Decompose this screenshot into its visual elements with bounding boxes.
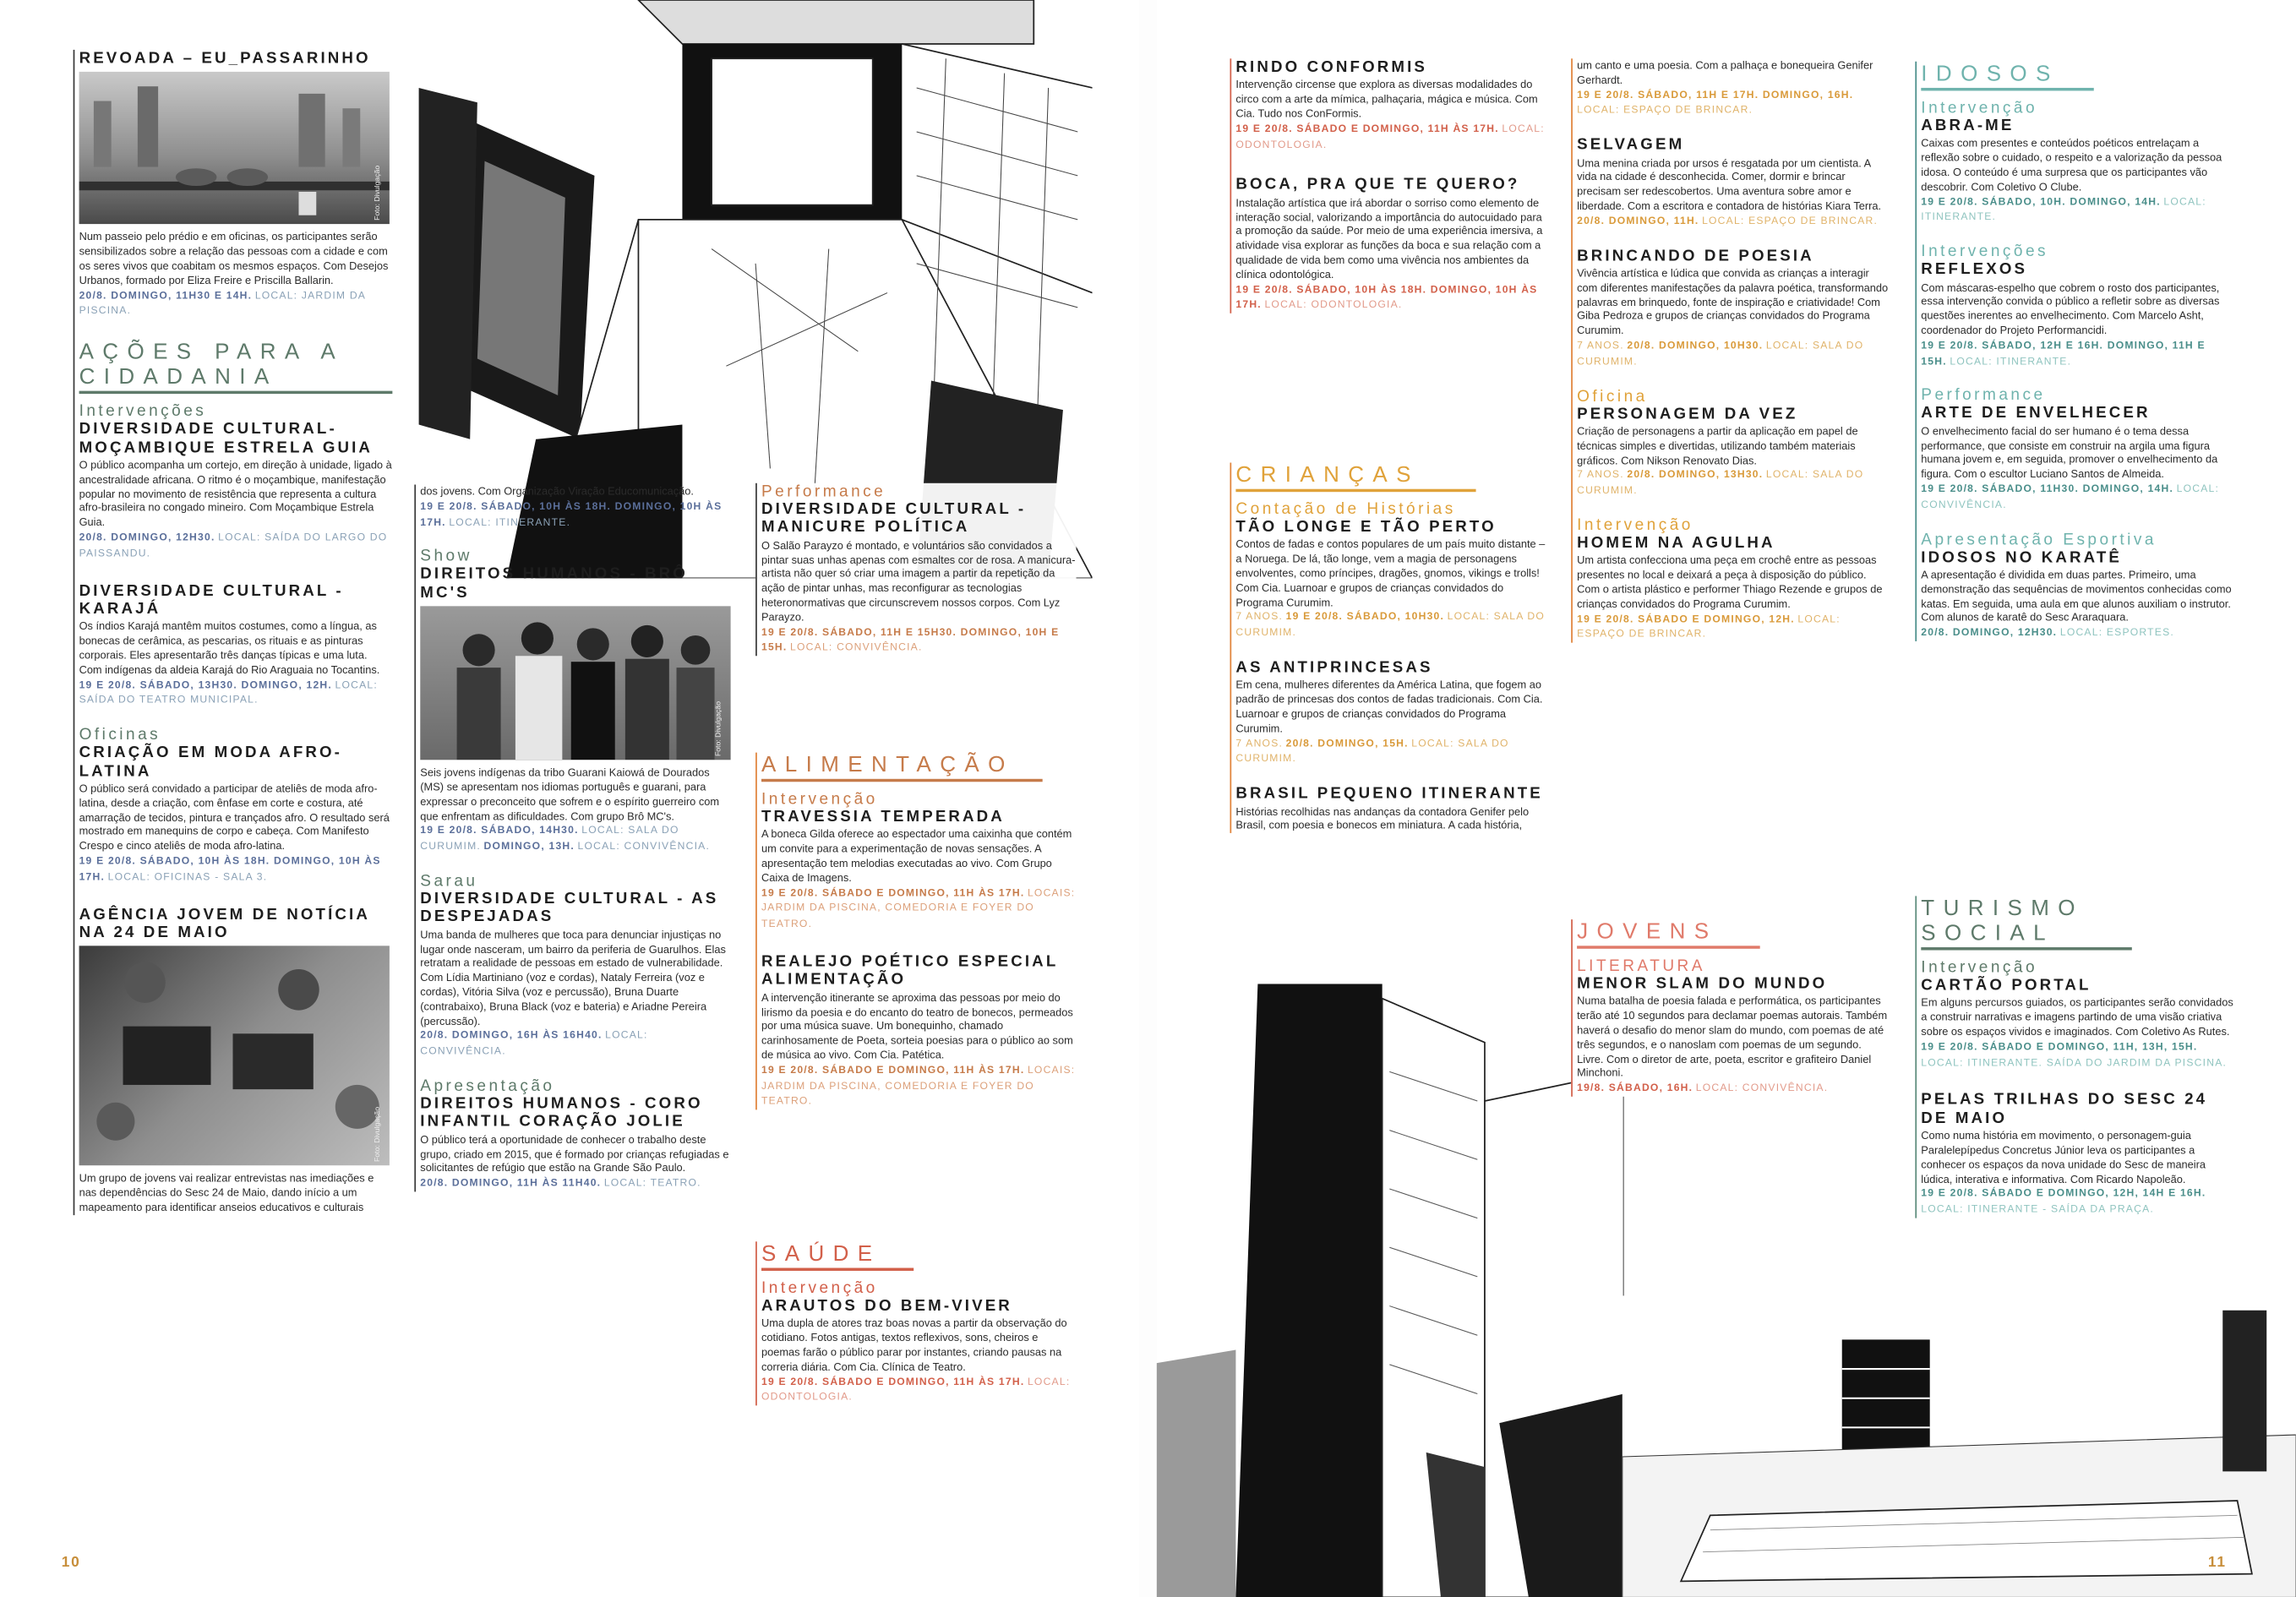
item-schedule: 19 E 20/8. SÁBADO, 11H30. DOMINGO, 14H. [1921,484,2174,495]
section-alimentacao: ALIMENTAÇÃO [761,752,1014,778]
section-jovens: JOVENS [1577,919,1718,945]
item-schedule: 20/8. DOMINGO, 10H30. [1627,341,1764,352]
item-body: Uma dupla de atores traz boas novas a partir da observação do cotidiano. Fotos antigas, textos reflexivos, sons, cheiros e poemas farão o público parar por instantes, criando pausas na correria diária. Com Cia. Clínica de Teatro. [761,1316,1067,1373]
item-body: Numa batalha de poesia falada e performática, os participantes terão até 10 segundos para declamar poemas autorais. Também haverá o desafio do menor slam do mundo, com poemas de até três segundos, e o nanoslam com poemas de um segundo. Livre. Com o diretor de arte, poeta, escritor e grafiteiro Daniel Minchoni. [1577,995,1888,1080]
item-body: Contos de fadas e contos populares de um país muito distante – a Noruega. De lá, tão longe, vem a magia de personagens envolventes, como príncipes, dragões, gnomos, vikings e trolls! Com Cia. Luarnoar e grupos de crianças convidados do Programa Curumim. [1235,537,1546,609]
item-body: O público será convidado a participar de ateliês de moda afro-latina, desde a criação, com ênfase em corte e costura, até amarração de tecidos, pintura e trançados afro. O resultado será mostrado em manequins de corpo e cabeça. Com Manifesto Crespo e cinco ateliês de moda afro-latina. [79,782,390,853]
item-title: PERSONAGEM DA VEZ [1577,405,1798,422]
item-schedule: 19/8. SÁBADO, 16H. [1577,1083,1693,1094]
item-location: LOCAL: ODONTOLOGIA. [761,1376,1071,1404]
section-idosos: IDOSOS [1921,61,2059,87]
item-location: LOCAL: CONVIVÊNCIA. [790,643,923,654]
item-schedule: 19 E 20/8. SÁBADO, 11H E 15H30. DOMINGO, 10H E 15H. [761,627,1060,654]
item-body: Uma banda de mulheres que toca para denunciar injustiças no lugar onde nasceram, um bairro da periferia de Guarulhos. Elas retratam a realidade de pessoas em estado de vulnerabilidade. Com Lídia Martiniano (voz e cordas), Nataly Ferreira (voz e cordas), Vitória Silva (voz e percussão), Bruna Duarte (contrabaixo), Bruna Black (voz e bateria) e Ariadne Pereira (percussão). [420,928,726,1027]
photo-credit: Foto: Divulgação [374,1106,383,1162]
item-schedule: 19 E 20/8. SÁBADO, 10H ÀS 18H. DOMINGO, 10H ÀS 17H. [79,856,381,883]
section-underline [1921,88,2093,90]
column-5-jovens [1571,919,1890,1097]
building-drawing-bottom-right [1622,1295,2296,1597]
item-title: HOMEM NA AGULHA [1577,534,1775,553]
category-label: Performance [761,482,886,501]
item-body: Vivência artística e lúdica que convida as crianças a interagir com diferentes manifestações da palavra poética, transformando palavras em brinquedo, fonte de inspiração e criatividade! Com Giba Pedroza e grupos de crianças convidados do Programa Curumim. [1577,266,1889,337]
item-body: Seis jovens indígenas da tribo Guarani Kaiowá de Dourados (MS) se apresentam nos idiomas português e guarani, para expressar o preconceito que sofrem e o espírito guerreiro com que enfrentam as dificuldades. Com grupo Brô MC's. [420,766,720,823]
item-body: Intervenção circense que explora as diversas modalidades do circo com a arte da mímica, palhaçaria, mágica e música. Com Cia. Tudo nos ConFormis. [1235,78,1538,121]
item-schedule: 19 E 20/8. SÁBADO, 10H30. [1285,612,1445,624]
page-number-right: 11 [2207,1555,2227,1572]
item-title: TRAVESSIA TEMPERADA [761,808,1005,826]
item-schedule: 19 E 20/8. SÁBADO E DOMINGO, 12H. [1577,613,1795,625]
item-location: LOCAL: ODONTOLOGIA. [1264,300,1403,311]
item-title: CRIAÇÃO EM MODA AFRO-LATINA [79,744,343,780]
item-title: DIVERSIDADE CULTURAL - AS DESPEJADAS [420,890,719,926]
item-location: LOCAIS: JARDIM DA PISCINA, COMEDORIA E FOYER DO TEATRO. [761,1066,1076,1108]
item-schedule: 19 E 20/8. SÁBADO, 10H. DOMINGO, 14H. [1921,197,2161,208]
item-location: LOCAL: ITINERANTE. [1950,357,2072,368]
item-location: LOCAL: SAÍDA DO LARGO DO PAISSANDU. [79,532,388,559]
item-location: LOCAL: TEATRO. [603,1179,701,1190]
item-schedule: 19 E 20/8. SÁBADO, 14H30. [420,826,579,837]
agencia-photo [79,946,390,1166]
section-criancas: CRIANÇAS [1235,462,1420,488]
bro-mcs-photo [420,607,730,760]
item-body: O público terá a oportunidade de conhecer o trabalho deste grupo, criado em 2015, que é formado por crianças refugiadas e solicitantes de refúgio que estão na Grande São Paulo. [420,1132,729,1175]
item-schedule: 19 E 20/8. SÁBADO E DOMINGO, 11H ÀS 17H. [761,1066,1025,1076]
item-body: Num passeio pelo prédio e em oficinas, os participantes serão sensibilizados sobre a relação das pessoas com a cidade e com os seres vivos que coabitam os mesmos espaços. Com Desejos Urbanos, formado por Eliza Freire e Priscilla Ballarin. [79,230,389,287]
item-title: BRINCANDO DE POESIA [1577,247,1814,264]
item-title: IDOSOS NO KARATÊ [1921,548,2123,566]
column-1 [74,50,393,1215]
item-body: O envelhecimento facial do ser humano é o tema dessa performance, que consiste em construir na argila uma figura humana jovem e, em seguida, promover o envelhecimento da figura. Com o escultor Luciano Santos de Almeida. [1921,424,2218,481]
item-location: LOCAL: ODONTOLOGIA. [1235,123,1545,150]
photo-credit: Foto: Divulgação [374,165,383,221]
column-3 [755,483,1076,657]
item-body: Os índios Karajá mantêm muitos costumes, como a língua, as bonecas de cerâmica, as pescarias, os rituais e as pinturas corporais. Eles apresentarão três danças típicas e uma luta. Com indígenas da aldeia Karajá do Rio Araguaia no Tocantins. [79,619,380,677]
section-underline [79,391,393,394]
photo-credit: Foto: Divulgação [714,700,724,756]
category-label: Intervenção [1577,516,1693,535]
item-location: LOCAL: ITINERANTE. [449,517,571,528]
birds-photo-illustration [79,73,390,225]
item-location: LOCAL: CONVIVÊNCIA. [1921,484,2220,511]
item-title: MENOR SLAM DO MUNDO [1577,974,1828,993]
item-schedule: 19 E 20/8. SÁBADO, 13H30. DOMINGO, 12H. [79,679,332,691]
category-label: Intervenções [1921,243,2049,261]
item-schedule: 19 E 20/8. SÁBADO, 10H ÀS 18H. DOMINGO, 10H ÀS 17H. [420,501,723,528]
item-body: Em alguns percursos guiados, os participantes serão convidados a construir narrativas e imagens partindo de uma visão criativa sobre os espaços vividos e imaginados. Com Coletivo As Rutes. [1921,995,2233,1038]
item-location: LOCAL: SALA DO CURUMIM. [1577,470,1864,497]
item-title: REFLEXOS [1921,260,2028,279]
bro-mcs-photo-illustration [420,607,730,760]
item-title: ARAUTOS DO BEM-VIVER [761,1297,1012,1315]
item-body: Em cena, mulheres diferentes da América Latina, que fogem ao padrão de princesas dos contos de fadas tradicionais. Com Cia. Luarnoar e grupos de crianças convidados do Programa Curumim. [1235,678,1543,735]
category-label: Contação de Histórias [1235,500,1456,519]
item-title: SELVAGEM [1577,136,1685,155]
section-underline [761,1268,913,1271]
item-body: Caixas com presentes e conteúdos poéticos entrelaçam a reflexão sobre o cuidado, o respeito e a valorização da pessoa idosa. O conteúdo é uma surpresa que os participantes vão descobrir. Com Coletivo O Clube. [1921,136,2222,193]
birds-photo [79,73,390,225]
category-label: Sarau [420,872,478,891]
category-label: Apresentação [420,1077,555,1096]
item-schedule: 20/8. DOMINGO, 16H ÀS 16H40. [420,1031,603,1042]
item-title: REALEJO POÉTICO ESPECIAL ALIMENTAÇÃO [761,952,1059,989]
item-schedule: 19 E 20/8. SÁBADO, 11H E 17H. DOMINGO, 16H. [1577,90,1854,101]
item-location: LOCAL: ITINERANTE. [1921,197,2206,224]
column-3-lower [755,753,1076,1110]
item-body: O público acompanha um cortejo, em direção à unidade, ligado à ancestralidade africana. O ritmo é o moçambique, manifestação popular no movimento de resistência que representa a cultura afro-brasileira no congado mineiro. Com Moçambique Estrela Guia. [79,458,392,529]
item-body: Histórias recolhidas nas andanças da contadora Genifer pelo Brasil, com poesia e bonecos em miniatura. A cada história, [1235,804,1530,832]
item-age: 7 ANOS. [1235,612,1284,624]
category-label: Intervenção [761,1279,878,1298]
item-title: DIVERSIDADE CULTURAL - KARAJÁ [79,581,344,619]
item-title: DIVERSIDADE CULTURAL- MOÇAMBIQUE ESTRELA GUIA [79,420,374,456]
category-label: Show [420,548,472,566]
item-schedule: 20/8. DOMINGO, 11H ÀS 11H40. [420,1179,602,1190]
section-underline [1235,489,1475,492]
item-title: PELAS TRILHAS DO SESC 24 DE MAIO [1921,1091,2208,1127]
item-body: O Salão Parayzo é montado, e voluntários são convidados a pintar suas unhas apenas com esmaltes cor de rosa. A manicura-artista não quer só criar uma imagem a partir da repetição da ação de pintar unhas, mas reconfigurar as tecnologias heteronormativas que circunscrevem nossos corpos. Com Lyz Parayzo. [761,538,1076,624]
item-body: Um grupo de jovens vai realizar entrevistas nas imediações e nas dependências do Sesc 24 de Maio, dando início a um mapeamento para identificar anseios educativos e culturais [79,1171,374,1214]
column-2 [414,485,734,1192]
category-label: Performance [1921,387,2046,405]
item-location: LOCAL: SALA DO CURUMIM. [420,826,679,853]
section-turismo-social: TURISMO SOCIAL [1921,896,2084,946]
item-title: BRASIL PEQUENO ITINERANTE [1235,785,1543,803]
item-schedule-2: DOMINGO, 13H. [483,842,575,853]
section-underline [1577,946,1760,948]
building-drawing-bottom-left [1148,984,1623,1597]
item-age: 7 ANOS. [1577,470,1624,481]
column-6-idosos [1915,62,2234,641]
item-body: Com máscaras-espelho que cobrem o rosto dos participantes, essa intervenção convida o público a refletir sobre as diversas questões inerentes ao envelhecimento. Com Marcelo Asht, coordenador do Projeto Performancidi. [1921,280,2220,337]
item-title: REVOADA – EU_PASSARINHO [79,49,371,68]
item-title: CARTÃO PORTAL [1921,976,2091,995]
item-schedule: 20/8. DOMINGO, 12H30. [1921,628,2058,639]
item-title: ARTE DE ENVELHECER [1921,404,2151,422]
item-location: LOCAL: ITINERANTE. SAÍDA DO JARDIM DA PISCINA. [1921,1058,2228,1069]
item-body: A intervenção itinerante se aproxima das pessoas por meio do lirismo da poesia e do encanto do teatro de bonecos, permeados por uma música suave. Um bonequinho, chamado carinhosamente de Poeta, sorteia poesias para o público ao som de música ao vivo. Com Cia. Patética. [761,990,1073,1062]
category-label: LITERATURA [1577,957,1705,975]
item-location: LOCAL: CONVIVÊNCIA. [420,1031,648,1058]
item-location: LOCAL: ESPAÇO DE BRINCAR. [1577,106,1753,117]
item-location: LOCAL: JARDIM DA PISCINA. [79,291,366,317]
item-title: AS ANTIPRINCESAS [1235,658,1433,677]
item-schedule: 19 E 20/8. SÁBADO E DOMINGO, 11H ÀS 17H. [761,888,1025,899]
column-5-criancas [1571,58,1890,643]
item-body: Criação de personagens a partir da aplicação em papel de técnicas simples e divertidas, utilizando também materiais gráficos. Com Nikson Renovato Dias. [1577,424,1858,466]
item-schedule: 20/8. DOMINGO, 15H. [1285,739,1409,749]
page-number-left: 10 [61,1555,81,1572]
item-location-2: LOCAL: CONVIVÊNCIA. [577,842,711,853]
item-age: 7 ANOS. [1235,739,1284,749]
item-location: LOCAL: OFICINAS - SALA 3. [107,872,268,883]
column-4-saude [1230,58,1549,313]
category-label: Intervenção [1921,99,2038,117]
item-location: LOCAL: SAÍDA DO TEATRO MUNICIPAL. [79,679,378,706]
item-schedule: 19 E 20/8. SÁBADO, 10H ÀS 18H. DOMINGO, 10H ÀS 17H. [1235,285,1538,311]
item-title: AGÊNCIA JOVEM DE NOTÍCIA NA 24 DE MAIO [79,905,370,942]
item-location: LOCAL: SALA DO CURUMIM. [1577,341,1864,368]
column-4-criancas [1230,463,1549,834]
category-label: Intervenções [79,402,207,421]
item-location: LOCAIS: JARDIM DA PISCINA, COMEDORIA E FOYER DO TEATRO. [761,888,1076,930]
item-body: um canto e uma poesia. Com a palhaça e bonequeira Genifer Gerhardt. [1577,58,1873,86]
section-underline [761,779,1043,782]
item-location: LOCAL: CONVIVÊNCIA. [1695,1083,1829,1094]
item-schedule: 20/8. DOMINGO, 11H30 E 14H. [79,291,253,302]
item-location: LOCAL: SALA DO CURUMIM. [1235,739,1509,766]
item-location: LOCAL: ESPORTES. [2059,628,2174,639]
item-title: DIVERSIDADE CULTURAL - MANICURE POLÍTICA [761,500,1027,537]
agencia-photo-illustration [79,946,390,1166]
item-body: Um artista confecciona uma peça em crochê entre as pessoas presentes no local e deixará a peça à disposição do público. Com o artista plástico e performer Thiago Rezende e grupos de crianças convidados do Programa Curumim. [1577,553,1883,611]
item-title: DIREITOS HUMANOS - BRÔ MC'S [420,565,688,602]
item-body: dos jovens. Com Organização Viração Educomunicação. [420,484,694,499]
item-schedule: 19 E 20/8. SÁBADO E DOMINGO, 11H, 13H, 15H. [1921,1042,2198,1053]
category-label: Apresentação Esportiva [1921,531,2157,549]
item-title: DIREITOS HUMANOS - CORO INFANTIL CORAÇÃO JOLIE [420,1095,703,1131]
item-schedule: 19 E 20/8. SÁBADO E DOMINGO, 12H, 14H E 16H. [1921,1189,2206,1200]
section-saude: SAÚDE [761,1241,881,1267]
section-underline [1921,947,2132,950]
item-schedule: 19 E 20/8. SÁBADO, 12H E 16H. DOMINGO, 11H E 15H. [1921,341,2206,368]
item-location: LOCAL: SALA DO CURUMIM. [1235,612,1546,639]
category-label: Intervenção [761,790,878,809]
column-6-turismo [1915,896,2234,1218]
item-schedule: 20/8. DOMINGO, 11H. [1577,216,1699,227]
item-title: TÃO LONGE E TÃO PERTO [1235,518,1497,537]
item-title: RINDO CONFORMIS [1235,58,1428,77]
column-3-saude [755,1241,1076,1405]
item-title: BOCA, PRA QUE TE QUERO? [1235,176,1520,194]
item-age: 7 ANOS. [1577,341,1624,352]
item-location: LOCAL: ESPAÇO DE BRINCAR. [1702,216,1879,227]
item-body: A boneca Gilda oferece ao espectador uma caixinha que contém um convite para a experimentação de novas sensações. A apresentação tem melodias executadas ao vivo. Com Grupo Caixa de Imagens. [761,827,1072,885]
category-label: Intervenção [1921,958,2038,977]
item-body: Uma menina criada por ursos é resgatada por um cientista. A vida na cidade é desconhecida. Comer, dormir e brincar precisam ser redescobertos. Uma aventura sobre amor e liberdade. Com a escritora e contadora de histórias Kiara Terra. [1577,155,1882,213]
section-acoes-cidadania: AÇÕES PARA A CIDADANIA [79,340,343,390]
category-label: Oficina [1577,387,1648,406]
item-schedule: 20/8. DOMINGO, 13H30. [1627,470,1764,481]
item-schedule: 20/8. DOMINGO, 12H30. [79,532,215,543]
item-schedule: 19 E 20/8. SÁBADO E DOMINGO, 11H ÀS 17H. [761,1376,1025,1387]
item-body: A apresentação é dividida em duas partes. Primeiro, uma demonstração das sequências de movimentos conhecidas como katas. Em seguida, uma aula em que alunos auxiliam o instrutor. Com alunos de karatê do Sesc Araraquara. [1921,568,2232,624]
item-body: Como numa história em movimento, o personagem-guia Paralelepípedus Concretus Júnior leva os participantes a conhecer os espaços da nova unidade do Sesc de maneira lúdica, interativa e informativa. Com Ricardo Napoleão. [1921,1129,2206,1185]
category-label: Oficinas [79,726,161,744]
item-location: LOCAL: ESPAÇO DE BRINCAR. [1577,613,1841,640]
item-title: ABRA-ME [1921,117,2015,135]
item-schedule: 19 E 20/8. SÁBADO E DOMINGO, 11H ÀS 17H. [1235,123,1499,135]
page-gutter [1139,0,1157,1597]
item-body: Instalação artística que irá abordar o sorriso como elemento de interação social, valorizando a importância do autocuidado para a promoção da saúde. Por meio de uma experiência imersiva, a atividade visa explorar as funções da boca e sua relação com a qualidade de vida bem como uma vivência nos ambientes da clínica odontológica. [1235,195,1543,281]
item-location: LOCAL: ITINERANTE - SAÍDA DA PRAÇA. [1921,1205,2154,1216]
